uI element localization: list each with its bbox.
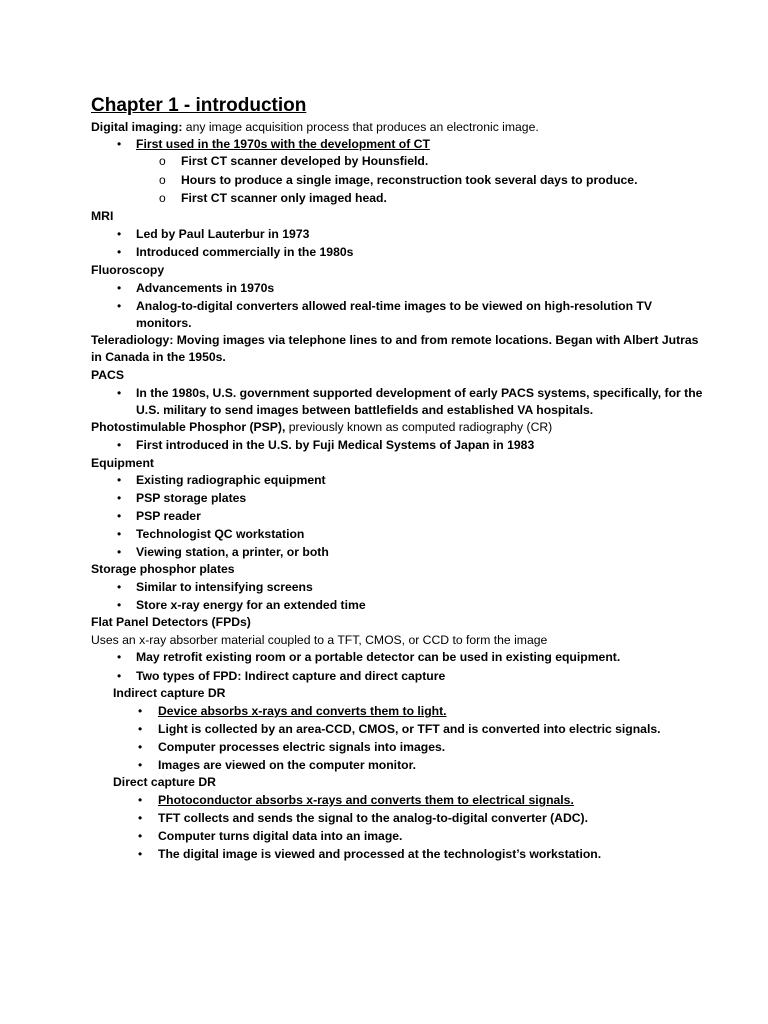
bullet: • bbox=[117, 137, 122, 151]
list-item: Computer processes electric signals into images. bbox=[158, 740, 446, 754]
bullet: • bbox=[117, 527, 122, 541]
bullet: • bbox=[117, 473, 122, 487]
bullet: • bbox=[117, 438, 122, 452]
term: Photostimulable Phosphor (PSP), bbox=[91, 420, 286, 434]
bullet: • bbox=[138, 704, 143, 718]
list-item: PSP reader bbox=[136, 509, 201, 523]
term: Teleradiology: bbox=[91, 333, 174, 347]
list-item: PSP storage plates bbox=[136, 491, 247, 505]
teleradiology-line-2: in Canada in the 1950s. bbox=[91, 350, 226, 364]
bullet: • bbox=[138, 829, 143, 843]
psp-line: Photostimulable Phosphor (PSP), previously known as computed radiography (CR) bbox=[91, 420, 553, 434]
sub-bullet: o bbox=[159, 191, 166, 205]
list-item: Images are viewed on the computer monitor. bbox=[158, 758, 417, 772]
list-item: Computer turns digital data into an image. bbox=[158, 829, 403, 843]
section-heading: Storage phosphor plates bbox=[91, 562, 235, 576]
section-heading: MRI bbox=[91, 209, 114, 223]
list-item: The digital image is viewed and processed at the technologist’s workstation. bbox=[158, 847, 602, 861]
list-item: First introduced in the U.S. by Fuji Medical Systems of Japan in 1983 bbox=[136, 438, 535, 452]
bullet: • bbox=[117, 650, 122, 664]
sub-bullet: o bbox=[159, 173, 166, 187]
bullet: • bbox=[117, 598, 122, 612]
section-heading: Equipment bbox=[91, 456, 154, 470]
bullet: • bbox=[117, 386, 122, 400]
bullet: • bbox=[138, 811, 143, 825]
bullet: • bbox=[138, 740, 143, 754]
bullet: • bbox=[117, 227, 122, 241]
list-item: Similar to intensifying screens bbox=[136, 580, 313, 594]
bullet: • bbox=[117, 299, 122, 313]
bullet: • bbox=[138, 847, 143, 861]
bullet: • bbox=[138, 793, 143, 807]
section-heading: Flat Panel Detectors (FPDs) bbox=[91, 615, 251, 629]
bullet: • bbox=[117, 509, 122, 523]
list-item: TFT collects and sends the signal to the analog-to-digital converter (ADC). bbox=[158, 811, 588, 825]
section-heading: PACS bbox=[91, 368, 124, 382]
list-item: Light is collected by an area-CCD, CMOS, or TFT and is converted into electric signals. bbox=[158, 722, 661, 736]
definition: any image acquisition process that produces an electronic image. bbox=[182, 120, 539, 134]
list-item: Two types of FPD: Indirect capture and direct capture bbox=[136, 669, 446, 683]
list-item: Advancements in 1970s bbox=[136, 281, 275, 295]
list-item: First used in the 1970s with the development of CT bbox=[136, 137, 430, 151]
fpd-line: Uses an x-ray absorber material coupled to a TFT, CMOS, or CCD to form the image bbox=[91, 633, 548, 647]
subsection-heading: Indirect capture DR bbox=[113, 686, 226, 700]
bullet: • bbox=[117, 545, 122, 559]
list-item-continuation: monitors. bbox=[136, 316, 192, 330]
digital-imaging-line bbox=[91, 119, 539, 136]
bullet: • bbox=[117, 245, 122, 259]
list-item: Hours to produce a single image, reconstruction took several days to produce. bbox=[181, 173, 638, 187]
subsection-heading: Direct capture DR bbox=[113, 775, 216, 789]
list-item: May retrofit existing room or a portable detector can be used in existing equipment. bbox=[136, 650, 621, 664]
teleradiology-line: Teleradiology: Moving images via telephone lines to and from remote locations. Began with Albert Jutras bbox=[91, 333, 699, 347]
bullet: • bbox=[138, 758, 143, 772]
list-item: Device absorbs x-rays and converts them to light. bbox=[158, 704, 447, 718]
list-item: Introduced commercially in the 1980s bbox=[136, 245, 354, 259]
list-item: Store x-ray energy for an extended time bbox=[136, 598, 366, 612]
sub-bullet: o bbox=[159, 154, 166, 168]
list-item: First CT scanner only imaged head. bbox=[181, 191, 387, 205]
bullet: • bbox=[117, 491, 122, 505]
bullet: • bbox=[117, 669, 122, 683]
list-item: Existing radiographic equipment bbox=[136, 473, 326, 487]
list-item: Viewing station, a printer, or both bbox=[136, 545, 329, 559]
bullet: • bbox=[117, 580, 122, 594]
list-item: First CT scanner developed by Hounsfield. bbox=[181, 154, 429, 168]
list-item: In the 1980s, U.S. government supported development of early PACS systems, specifically, for the bbox=[136, 386, 703, 400]
list-item: Photoconductor absorbs x-rays and converts them to electrical signals. bbox=[158, 793, 574, 807]
bullet: • bbox=[117, 281, 122, 295]
list-item: Analog-to-digital converters allowed real-time images to be viewed on high-resolution TV bbox=[136, 299, 653, 313]
term: Digital imaging: bbox=[91, 120, 183, 134]
list-item: Led by Paul Lauterbur in 1973 bbox=[136, 227, 310, 241]
section-heading: Fluoroscopy bbox=[91, 263, 165, 277]
list-item: Technologist QC workstation bbox=[136, 527, 305, 541]
list-item-continuation: U.S. military to send images between battlefields and established VA hospitals. bbox=[136, 403, 594, 417]
bullet: • bbox=[138, 722, 143, 736]
page-title: Chapter 1 - introduction bbox=[91, 95, 307, 116]
